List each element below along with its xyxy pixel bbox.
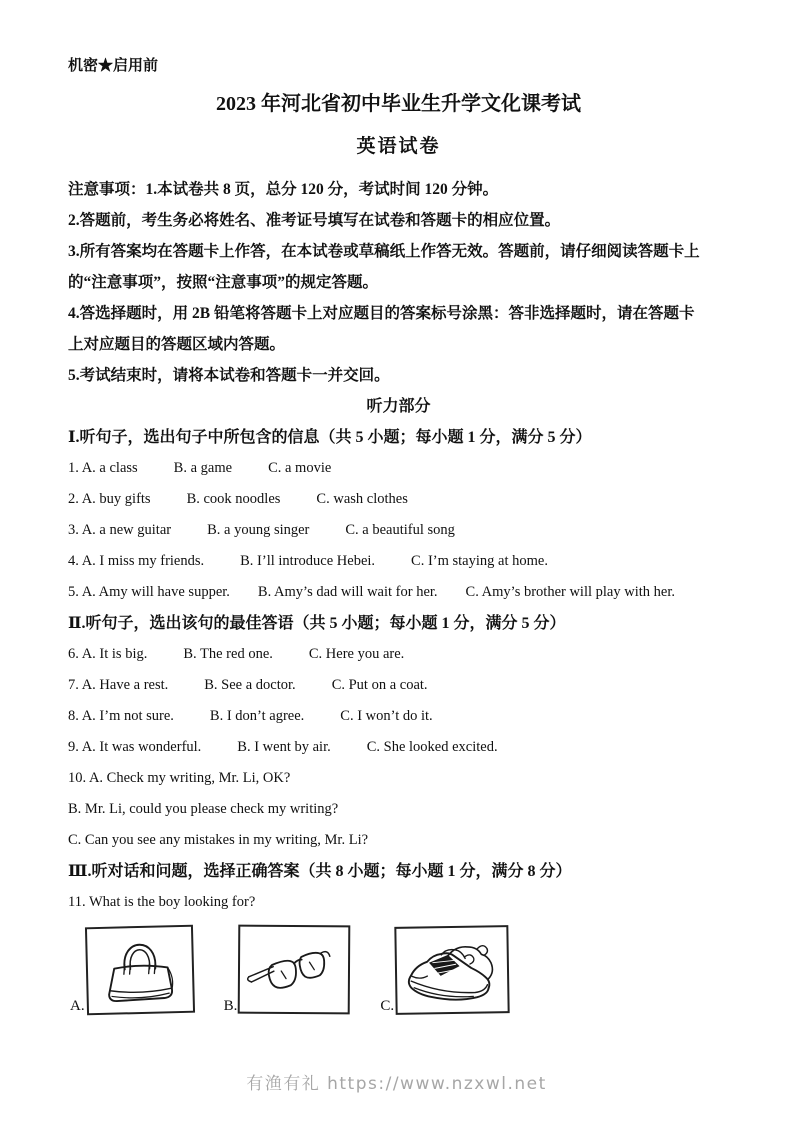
notice-3-line-1: 3.所有答案均在答题卡上作答，在本试卷或草稿纸上作答无效。答题前，请仔细阅读答题卡上 [68,243,700,260]
page-title: 2023 年河北省初中毕业生升学文化课考试 [216,93,581,115]
question-6 [68,639,729,670]
choice-c-group [380,926,509,1014]
q1-option-b: B. a game [173,460,233,476]
section-1-heading: Ⅰ.听句子，选出句子中所包含的信息（共 5 小题；每小题 1 分，满分 5 分） [68,429,592,446]
q4-option-b: B. I’ll introduce Hebei. [240,553,376,569]
watermark-footer: 有渔有礼 https://www.nzxwl.net [246,1074,547,1094]
q6-option-b: B. The red one. [183,646,273,662]
q5-option-c: C. Amy’s brother will play with her. [465,584,675,600]
choice-c-image-box [394,925,509,1015]
notice-3-line-2: 的“注意事项”，按照“注意事项”的规定答题。 [68,274,379,291]
section-2-heading: Ⅱ.听句子，选出该句的最佳答语（共 5 小题；每小题 1 分，满分 5 分） [68,615,566,632]
question-4 [68,546,729,577]
question-10-option-c: C. Can you see any mistakes in my writing, Mr. Li? [68,832,369,848]
handbag-icon [88,928,192,1012]
choice-a-label: A. [70,998,85,1014]
sunglasses-icon [241,929,348,1010]
q2-option-b: B. cook noodles [186,491,281,507]
q1-option-a: 1. A. a class [68,460,138,476]
choice-a-image-box [85,925,195,1016]
q2-option-c: C. wash clothes [316,491,408,507]
question-10-option-b: B. Mr. Li, could you please check my writing? [68,801,339,817]
q8-option-c: C. I won’t do it. [340,708,433,724]
question-1 [68,453,729,484]
q6-option-c: C. Here you are. [308,646,405,662]
question-3 [68,515,729,546]
question-2 [68,484,729,515]
notice-2: 2.答题前，考生务必将姓名、准考证号填写在试卷和答题卡的相应位置。 [68,212,561,229]
q8-option-b: B. I don’t agree. [209,708,305,724]
q3-option-c: C. a beautiful song [345,522,455,538]
q4-option-a: 4. A. I miss my friends. [68,553,205,569]
q2-option-a: 2. A. buy gifts [68,491,151,507]
notice-4-line-2: 上对应题目的答题区域内答题。 [68,336,286,353]
q7-option-c: C. Put on a coat. [331,677,428,693]
confidential-label: 机密★启用前 [68,58,159,74]
q7-option-a: 7. A. Have a rest. [68,677,169,693]
sneakers-icon [398,929,507,1011]
listening-part-title: 听力部分 [366,398,431,415]
page-subtitle: 英语试卷 [356,136,441,157]
question-10-option-a: 10. A. Check my writing, Mr. Li, OK? [68,770,291,786]
choice-c-label: C. [380,998,395,1014]
choice-b-group [224,925,351,1014]
q8-option-a: 8. A. I’m not sure. [68,708,174,724]
q4-option-c: C. I’m staying at home. [411,553,548,569]
q3-option-a: 3. A. a new guitar [68,522,172,538]
q1-option-c: C. a movie [268,460,332,476]
q3-option-b: B. a young singer [207,522,310,538]
notice-5: 5.考试结束时，请将本试卷和答题卡一并交回。 [68,367,390,384]
question-5 [68,577,729,608]
question-11-choices [70,925,729,1014]
q5-option-b: B. Amy’s dad will wait for her. [257,584,438,600]
q7-option-b: B. See a doctor. [204,677,296,693]
choice-b-label: B. [223,998,238,1014]
q5-option-a: 5. A. Amy will have supper. [68,584,230,600]
exam-notices [68,174,729,391]
question-9 [68,732,729,763]
q9-option-a: 9. A. It was wonderful. [68,739,202,755]
q9-option-b: B. I went by air. [237,739,331,755]
section-3-heading: Ⅲ.听对话和问题，选择正确答案（共 8 小题；每小题 1 分，满分 8 分） [68,863,572,880]
notice-1: 注意事项：1.本试卷共 8 页，总分 120 分，考试时间 120 分钟。 [68,181,499,198]
choice-a-group [70,926,194,1014]
question-11-stem: 11. What is the boy looking for? [68,894,256,910]
question-7 [68,670,729,701]
q9-option-c: C. She looked excited. [366,739,498,755]
choice-b-image-box [238,925,351,1015]
q6-option-a: 6. A. It is big. [68,646,148,662]
question-8 [68,701,729,732]
notice-4-line-1: 4.答选择题时，用 2B 铅笔将答题卡上对应题目的答案标号涂黑：答非选择题时，请在答题卡 [68,305,695,322]
